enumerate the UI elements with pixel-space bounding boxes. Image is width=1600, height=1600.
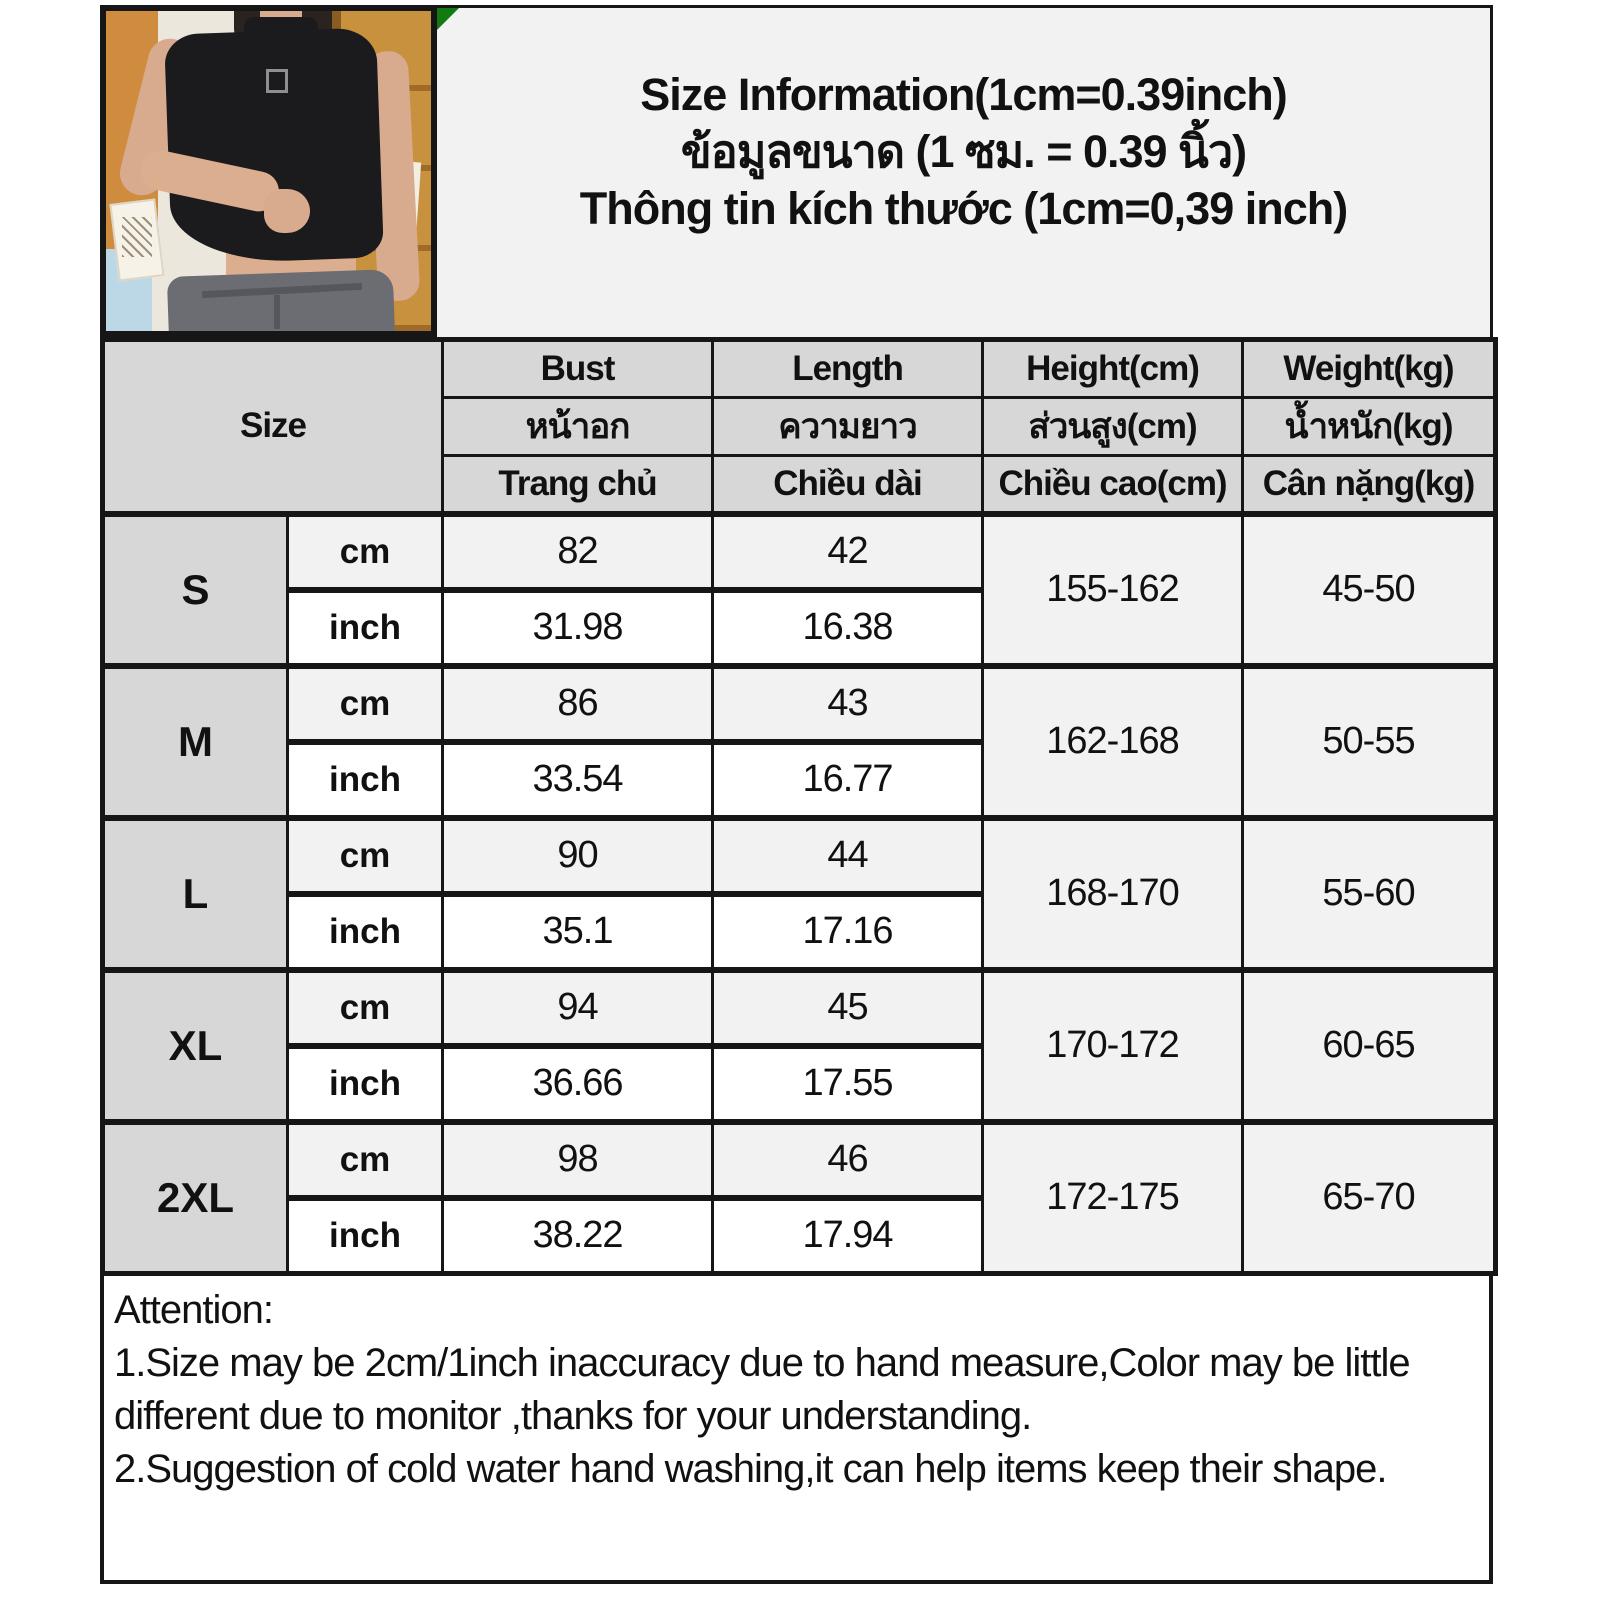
unit-cm-label: cm bbox=[288, 1122, 443, 1198]
value-length-inch: 16.77 bbox=[713, 742, 983, 818]
value-bust-inch: 38.22 bbox=[443, 1198, 713, 1274]
row-l-cm bbox=[103, 818, 1496, 894]
attention-title: Attention: bbox=[114, 1288, 274, 1332]
col-header-length-th: ความยาว bbox=[713, 398, 983, 456]
value-bust-inch: 33.54 bbox=[443, 742, 713, 818]
col-header-weight-vi: Cân nặng(kg) bbox=[1243, 456, 1496, 514]
size-header-cell: Size bbox=[103, 340, 443, 514]
size-cell-2xl: 2XL bbox=[103, 1122, 288, 1274]
size-table bbox=[100, 337, 1498, 1276]
value-length-cm: 42 bbox=[713, 514, 983, 590]
photo-gray-pants bbox=[167, 269, 395, 337]
value-bust-cm: 94 bbox=[443, 970, 713, 1046]
value-bust-cm: 90 bbox=[443, 818, 713, 894]
photo-mock-neck-collar bbox=[244, 17, 318, 43]
row-s-cm bbox=[103, 514, 1496, 590]
value-height: 170-172 bbox=[983, 970, 1243, 1122]
value-bust-cm: 82 bbox=[443, 514, 713, 590]
value-length-cm: 45 bbox=[713, 970, 983, 1046]
size-chart-sheet bbox=[100, 5, 1493, 1584]
attention-note-2: 2.Suggestion of cold water hand washing,it can help items keep their shape. bbox=[114, 1447, 1387, 1491]
unit-inch-label: inch bbox=[288, 590, 443, 666]
value-weight: 50-55 bbox=[1243, 666, 1496, 818]
col-header-height-th: ส่วนสูง(cm) bbox=[983, 398, 1243, 456]
value-bust-inch: 36.66 bbox=[443, 1046, 713, 1122]
value-bust-cm: 86 bbox=[443, 666, 713, 742]
col-header-length-en: Length bbox=[713, 340, 983, 398]
photo-chest-logo bbox=[266, 69, 288, 93]
value-length-inch: 16.38 bbox=[713, 590, 983, 666]
col-header-weight-en: Weight(kg) bbox=[1243, 340, 1496, 398]
photo-model-hand bbox=[264, 189, 310, 233]
unit-inch-label: inch bbox=[288, 742, 443, 818]
size-cell-s: S bbox=[103, 514, 288, 666]
col-header-bust-th: หน้าอก bbox=[443, 398, 713, 456]
title-block bbox=[437, 5, 1493, 337]
value-weight: 55-60 bbox=[1243, 818, 1496, 970]
value-length-inch: 17.16 bbox=[713, 894, 983, 970]
col-header-length-vi: Chiều dài bbox=[713, 456, 983, 514]
attention-box bbox=[100, 1276, 1493, 1584]
green-corner-decoration bbox=[437, 8, 459, 30]
size-cell-l: L bbox=[103, 818, 288, 970]
col-header-height-vi: Chiều cao(cm) bbox=[983, 456, 1243, 514]
row-m-cm bbox=[103, 666, 1496, 742]
value-length-cm: 46 bbox=[713, 1122, 983, 1198]
unit-inch-label: inch bbox=[288, 1198, 443, 1274]
photo-paper-scribble bbox=[122, 217, 152, 257]
top-section bbox=[100, 5, 1493, 337]
size-cell-xl: XL bbox=[103, 970, 288, 1122]
unit-cm-label: cm bbox=[288, 514, 443, 590]
row-2xl-cm bbox=[103, 1122, 1496, 1198]
title-english: Size Information(1cm=0.39inch) bbox=[640, 69, 1287, 120]
photo-pants-drawstring bbox=[274, 295, 280, 329]
unit-inch-label: inch bbox=[288, 1046, 443, 1122]
value-length-inch: 17.94 bbox=[713, 1198, 983, 1274]
value-weight: 45-50 bbox=[1243, 514, 1496, 666]
col-header-height-en: Height(cm) bbox=[983, 340, 1243, 398]
value-bust-inch: 35.1 bbox=[443, 894, 713, 970]
unit-inch-label: inch bbox=[288, 894, 443, 970]
value-height: 162-168 bbox=[983, 666, 1243, 818]
value-height: 168-170 bbox=[983, 818, 1243, 970]
unit-cm-label: cm bbox=[288, 818, 443, 894]
value-height: 155-162 bbox=[983, 514, 1243, 666]
unit-cm-label: cm bbox=[288, 970, 443, 1046]
col-header-weight-th: น้ำหนัก(kg) bbox=[1243, 398, 1496, 456]
size-cell-m: M bbox=[103, 666, 288, 818]
value-weight: 60-65 bbox=[1243, 970, 1496, 1122]
value-length-cm: 44 bbox=[713, 818, 983, 894]
value-bust-cm: 98 bbox=[443, 1122, 713, 1198]
value-weight: 65-70 bbox=[1243, 1122, 1496, 1274]
header-row-english bbox=[103, 340, 1496, 398]
title-vietnamese: Thông tin kích thước (1cm=0,39 inch) bbox=[579, 183, 1348, 234]
unit-cm-label: cm bbox=[288, 666, 443, 742]
row-xl-cm bbox=[103, 970, 1496, 1046]
title-thai: ข้อมูลขนาด (1 ซม. = 0.39 นิ้ว) bbox=[680, 126, 1247, 177]
value-length-inch: 17.55 bbox=[713, 1046, 983, 1122]
col-header-bust-en: Bust bbox=[443, 340, 713, 398]
value-bust-inch: 31.98 bbox=[443, 590, 713, 666]
product-photo bbox=[100, 5, 437, 337]
value-height: 172-175 bbox=[983, 1122, 1243, 1274]
value-length-cm: 43 bbox=[713, 666, 983, 742]
attention-note-1: 1.Size may be 2cm/1inch inaccuracy due to hand measure,Color may be little different due to monitor ,thanks for your understanding. bbox=[114, 1341, 1410, 1438]
col-header-bust-vi: Trang chủ bbox=[443, 456, 713, 514]
